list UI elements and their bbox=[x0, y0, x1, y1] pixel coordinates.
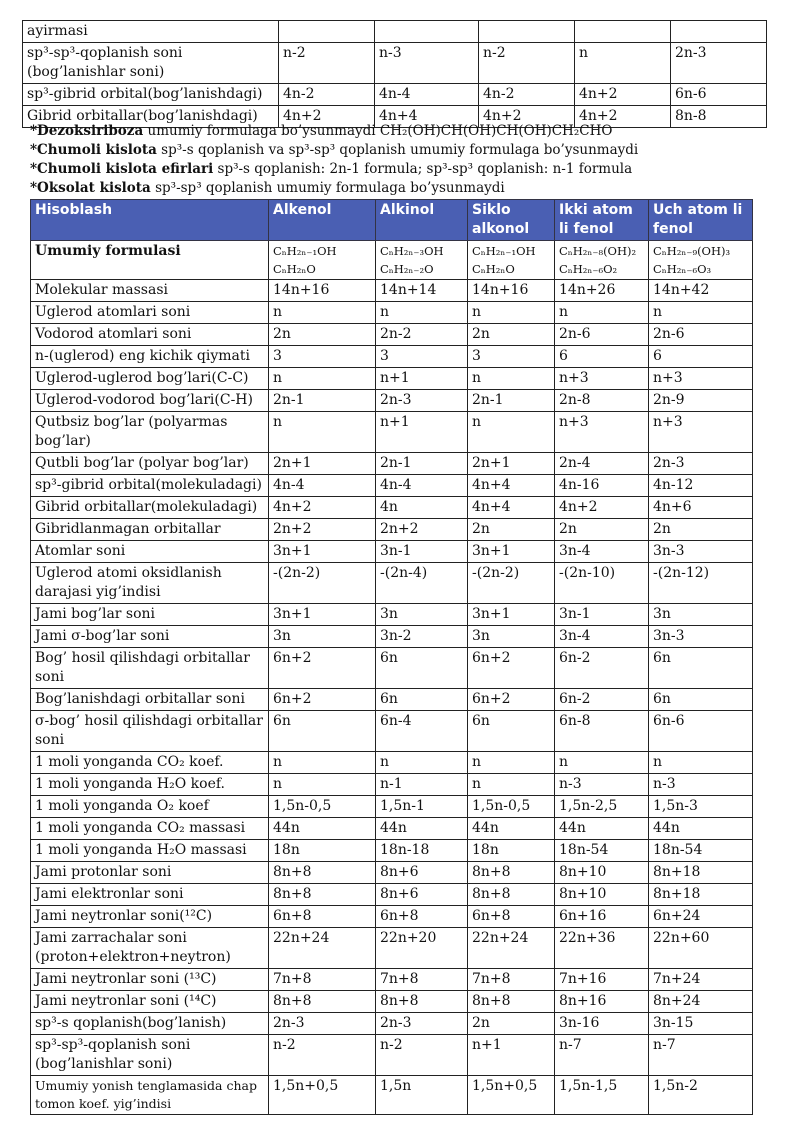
table-cell: 4n+2 bbox=[555, 497, 649, 519]
table-cell: 4n+2 bbox=[575, 106, 671, 128]
row-label: Bog’ hosil qilishdagi orbitallar soni bbox=[31, 648, 269, 689]
row-label: Uglerod-uglerod bog’lari(C-C) bbox=[31, 368, 269, 390]
table-cell: 22n+24 bbox=[269, 928, 376, 969]
table-cell: n bbox=[269, 774, 376, 796]
row-label: n-(uglerod) eng kichik qiymati bbox=[31, 346, 269, 368]
table-cell: n+3 bbox=[555, 412, 649, 453]
table-cell: 3n-3 bbox=[649, 541, 753, 563]
table-cell: 7n+8 bbox=[468, 969, 555, 991]
table-cell: 44n bbox=[649, 818, 753, 840]
table-cell: 14n+42 bbox=[649, 280, 753, 302]
table-row bbox=[31, 752, 753, 774]
table-cell: n-7 bbox=[649, 1035, 753, 1076]
table-cell: 2n-9 bbox=[649, 390, 753, 412]
table-cell: n bbox=[376, 752, 468, 774]
row-label: 1 moli yonganda H₂O koef. bbox=[31, 774, 269, 796]
top-table-row bbox=[23, 21, 767, 43]
table-cell: 6n+2 bbox=[269, 689, 376, 711]
table-cell: 6n-2 bbox=[555, 648, 649, 689]
row-label: Jami protonlar soni bbox=[31, 862, 269, 884]
row-label: Umumiy yonish tenglamasida chap tomon koef. yig’indisi bbox=[31, 1076, 269, 1115]
table-cell: 3 bbox=[468, 346, 555, 368]
table-cell: n-3 bbox=[649, 774, 753, 796]
note-line bbox=[30, 141, 790, 160]
table-cell: 3n bbox=[649, 604, 753, 626]
table-row bbox=[31, 541, 753, 563]
table-cell: 18n-54 bbox=[649, 840, 753, 862]
table-cell: 2n-3 bbox=[376, 1013, 468, 1035]
row-label: Umumiy formulasi bbox=[31, 241, 269, 280]
main-table bbox=[30, 199, 753, 1115]
table-cell: 6n bbox=[376, 689, 468, 711]
formula-text: CₙH₂ₙ₋₁OH bbox=[472, 244, 536, 258]
table-row bbox=[31, 648, 753, 689]
table-cell: 6n-8 bbox=[555, 711, 649, 752]
table-cell: 22n+24 bbox=[468, 928, 555, 969]
table-cell: 8n+8 bbox=[269, 884, 376, 906]
table-cell: 8n+8 bbox=[468, 862, 555, 884]
table-cell: 3n-4 bbox=[555, 626, 649, 648]
table-cell: 1,5n-3 bbox=[649, 796, 753, 818]
table-cell: 6n-2 bbox=[555, 689, 649, 711]
table-cell: 4n-4 bbox=[376, 475, 468, 497]
table-cell: n bbox=[468, 368, 555, 390]
table-cell: 4n+4 bbox=[468, 475, 555, 497]
formula-cell bbox=[555, 241, 649, 280]
table-row bbox=[31, 302, 753, 324]
table-row bbox=[31, 796, 753, 818]
table-cell: 6n+2 bbox=[468, 648, 555, 689]
table-cell: 8n+8 bbox=[468, 991, 555, 1013]
table-row bbox=[31, 689, 753, 711]
row-label: Jami elektronlar soni bbox=[31, 884, 269, 906]
table-row bbox=[31, 453, 753, 475]
column-header: Siklo alkonol bbox=[468, 200, 555, 241]
table-cell: 2n bbox=[269, 324, 376, 346]
formula-cell bbox=[269, 241, 376, 280]
table-row bbox=[31, 840, 753, 862]
table-cell: 18n-18 bbox=[376, 840, 468, 862]
table-cell: 6n+16 bbox=[555, 906, 649, 928]
note-subject: *Chumoli kislota bbox=[30, 142, 157, 158]
table-cell: 3n-3 bbox=[649, 626, 753, 648]
table-row bbox=[31, 368, 753, 390]
row-label: σ-bog’ hosil qilishdagi orbitallar soni bbox=[31, 711, 269, 752]
table-cell: 4n+2 bbox=[479, 106, 575, 128]
table-cell: n-2 bbox=[269, 1035, 376, 1076]
table-cell: 3n bbox=[376, 604, 468, 626]
table-cell: n bbox=[468, 412, 555, 453]
table-cell: 6n-6 bbox=[649, 711, 753, 752]
table-cell: 6n+8 bbox=[468, 906, 555, 928]
note-text: sp³-s qoplanish va sp³-sp³ qoplanish umumiy formulaga bo’ysunmaydi bbox=[156, 142, 639, 158]
table-cell: n-3 bbox=[375, 43, 479, 84]
table-cell: 7n+8 bbox=[376, 969, 468, 991]
table-cell: n+3 bbox=[649, 368, 753, 390]
table-cell: 6n bbox=[376, 648, 468, 689]
table-cell: 3n bbox=[269, 626, 376, 648]
table-cell: 44n bbox=[555, 818, 649, 840]
row-label: Jami σ-bog’lar soni bbox=[31, 626, 269, 648]
table-cell bbox=[479, 21, 575, 43]
table-row bbox=[31, 1076, 753, 1115]
table-row bbox=[31, 563, 753, 604]
note-subject: *Dezoksiriboza bbox=[30, 123, 144, 139]
table-cell: 3n-2 bbox=[376, 626, 468, 648]
row-label: Molekular massasi bbox=[31, 280, 269, 302]
table-cell: 2n-3 bbox=[269, 1013, 376, 1035]
table-cell: 1,5n-1 bbox=[376, 796, 468, 818]
table-cell: n bbox=[376, 302, 468, 324]
table-cell: 2n bbox=[649, 519, 753, 541]
top-table-row bbox=[23, 43, 767, 84]
table-cell: 4n bbox=[376, 497, 468, 519]
note-text: sp³-s qoplanish: 2n-1 formula; sp³-sp³ qoplanish: n-1 formula bbox=[213, 161, 633, 177]
table-cell: n-3 bbox=[555, 774, 649, 796]
table-cell: 3n+1 bbox=[269, 604, 376, 626]
table-cell: n+3 bbox=[649, 412, 753, 453]
note-subject: *Chumoli kislota efirlari bbox=[30, 161, 214, 177]
main-table-header bbox=[31, 200, 753, 241]
table-cell: -(2n-2) bbox=[269, 563, 376, 604]
table-cell: 2n+1 bbox=[269, 453, 376, 475]
row-label: sp³-s qoplanish(bog’lanish) bbox=[31, 1013, 269, 1035]
row-label: Uglerod atomi oksidlanish darajasi yig’indisi bbox=[31, 563, 269, 604]
table-cell: 6n bbox=[649, 689, 753, 711]
row-label: 1 moli yonganda H₂O massasi bbox=[31, 840, 269, 862]
table-cell: 4n-4 bbox=[375, 84, 479, 106]
table-row bbox=[31, 774, 753, 796]
table-row bbox=[31, 626, 753, 648]
table-cell: 4n-12 bbox=[649, 475, 753, 497]
table-row bbox=[31, 862, 753, 884]
table-cell: n bbox=[269, 412, 376, 453]
row-label: Jami bog’lar soni bbox=[31, 604, 269, 626]
table-row bbox=[31, 412, 753, 453]
table-cell: 6n+24 bbox=[649, 906, 753, 928]
table-row bbox=[31, 497, 753, 519]
table-cell: 2n bbox=[468, 1013, 555, 1035]
table-cell: n bbox=[649, 752, 753, 774]
table-cell: 44n bbox=[468, 818, 555, 840]
table-row bbox=[31, 390, 753, 412]
table-cell: 2n bbox=[555, 519, 649, 541]
table-cell bbox=[671, 21, 767, 43]
table-cell: 22n+20 bbox=[376, 928, 468, 969]
table-cell: n bbox=[649, 302, 753, 324]
table-cell: 8n+8 bbox=[269, 862, 376, 884]
table-cell: 2n-3 bbox=[671, 43, 767, 84]
table-cell: 14n+16 bbox=[269, 280, 376, 302]
table-row bbox=[31, 475, 753, 497]
table-cell: 3n bbox=[468, 626, 555, 648]
table-cell: 22n+36 bbox=[555, 928, 649, 969]
table-cell: 18n bbox=[269, 840, 376, 862]
table-cell: 3n+1 bbox=[468, 604, 555, 626]
note-line bbox=[30, 179, 790, 198]
table-cell: 44n bbox=[376, 818, 468, 840]
table-cell: 14n+26 bbox=[555, 280, 649, 302]
table-cell: 18n-54 bbox=[555, 840, 649, 862]
row-label: Jami zarrachalar soni (proton+elektron+neytron) bbox=[31, 928, 269, 969]
table-cell: 22n+60 bbox=[649, 928, 753, 969]
column-header: Ikki atom li fenol bbox=[555, 200, 649, 241]
table-cell: 6n bbox=[649, 648, 753, 689]
formula-text: CₙH₂ₙ₋₈(OH)₂ bbox=[559, 244, 637, 258]
row-label: Uglerod-vodorod bog’lari(C-H) bbox=[31, 390, 269, 412]
row-label: Atomlar soni bbox=[31, 541, 269, 563]
table-cell: 2n+2 bbox=[376, 519, 468, 541]
table-cell: n bbox=[575, 43, 671, 84]
table-cell: 14n+14 bbox=[376, 280, 468, 302]
table-cell: 8n+6 bbox=[376, 862, 468, 884]
table-cell: n bbox=[555, 302, 649, 324]
table-cell: n-2 bbox=[279, 43, 375, 84]
table-cell: 1,5n-2 bbox=[649, 1076, 753, 1115]
table-cell: 2n-1 bbox=[269, 390, 376, 412]
table-cell: 4n+6 bbox=[649, 497, 753, 519]
table-cell: 3n-15 bbox=[649, 1013, 753, 1035]
formula-text: CₙH₂ₙ₋₂O bbox=[380, 262, 434, 276]
table-cell: 4n-2 bbox=[479, 84, 575, 106]
row-label: Uglerod atomlari soni bbox=[31, 302, 269, 324]
table-cell: n+3 bbox=[555, 368, 649, 390]
table-cell bbox=[375, 21, 479, 43]
table-cell: 3 bbox=[269, 346, 376, 368]
note-text: sp³-sp³ qoplanish umumiy formulaga bo’ysunmaydi bbox=[150, 180, 505, 196]
table-cell: n+1 bbox=[376, 412, 468, 453]
table-cell: 2n-3 bbox=[649, 453, 753, 475]
table-cell: 3n+1 bbox=[269, 541, 376, 563]
row-label: Gibrid orbitallar(bog’lanishdagi) bbox=[23, 106, 279, 128]
table-cell: -(2n-4) bbox=[376, 563, 468, 604]
table-cell: 6n+2 bbox=[269, 648, 376, 689]
table-row bbox=[31, 969, 753, 991]
table-cell: 4n+2 bbox=[575, 84, 671, 106]
column-header: Alkinol bbox=[376, 200, 468, 241]
table-cell: n bbox=[269, 752, 376, 774]
table-row bbox=[31, 928, 753, 969]
table-cell: n-2 bbox=[376, 1035, 468, 1076]
table-cell: n bbox=[468, 752, 555, 774]
notes-section bbox=[30, 122, 790, 198]
table-row bbox=[31, 991, 753, 1013]
table-cell: 2n bbox=[468, 519, 555, 541]
table-cell: 6n+2 bbox=[468, 689, 555, 711]
table-cell: 1,5n bbox=[376, 1076, 468, 1115]
table-cell: n+1 bbox=[376, 368, 468, 390]
formula-text: CₙH₂ₙ₋₆O₃ bbox=[653, 262, 712, 276]
column-header: Uch atom li fenol bbox=[649, 200, 753, 241]
table-cell: 6n-4 bbox=[376, 711, 468, 752]
table-row bbox=[31, 604, 753, 626]
table-cell: n-7 bbox=[555, 1035, 649, 1076]
formula-cell bbox=[649, 241, 753, 280]
table-row bbox=[31, 906, 753, 928]
table-cell: 1,5n-2,5 bbox=[555, 796, 649, 818]
top-table bbox=[22, 20, 767, 128]
table-cell: 1,5n-0,5 bbox=[269, 796, 376, 818]
table-cell: 6 bbox=[649, 346, 753, 368]
row-label: Jami neytronlar soni (¹³C) bbox=[31, 969, 269, 991]
table-cell: 18n bbox=[468, 840, 555, 862]
table-cell: 8n+18 bbox=[649, 862, 753, 884]
main-table-body bbox=[31, 241, 753, 1115]
table-cell: 1,5n-1,5 bbox=[555, 1076, 649, 1115]
formula-text: CₙH₂ₙ₋₁OH bbox=[273, 244, 337, 258]
column-header: Alkenol bbox=[269, 200, 376, 241]
table-cell: 8n-8 bbox=[671, 106, 767, 128]
table-cell: n bbox=[468, 302, 555, 324]
table-cell: -(2n-12) bbox=[649, 563, 753, 604]
table-cell: 1,5n-0,5 bbox=[468, 796, 555, 818]
row-label: sp³-sp³-qoplanish soni (bog’lanishlar soni) bbox=[31, 1035, 269, 1076]
table-cell: n+1 bbox=[468, 1035, 555, 1076]
row-label: Vodorod atomlari soni bbox=[31, 324, 269, 346]
note-text: umumiy formulaga bo’ysunmaydi CH₂(OH)CH(OH)CH(OH)CH₂CHO bbox=[143, 123, 613, 139]
table-cell: 6n+8 bbox=[376, 906, 468, 928]
table-cell: 7n+24 bbox=[649, 969, 753, 991]
table-cell: n-2 bbox=[479, 43, 575, 84]
table-cell: 8n+18 bbox=[649, 884, 753, 906]
formula-row bbox=[31, 241, 753, 280]
row-label: 1 moli yonganda O₂ koef bbox=[31, 796, 269, 818]
table-cell: n bbox=[269, 302, 376, 324]
header-row bbox=[31, 200, 753, 241]
table-cell: 2n-4 bbox=[555, 453, 649, 475]
table-cell: 4n-2 bbox=[279, 84, 375, 106]
table-cell: 2n+2 bbox=[269, 519, 376, 541]
table-cell: 3n-1 bbox=[555, 604, 649, 626]
table-cell: n-1 bbox=[376, 774, 468, 796]
table-row bbox=[31, 1013, 753, 1035]
formula-text: CₙH₂ₙ₋₆O₂ bbox=[559, 262, 618, 276]
table-cell: 6n+8 bbox=[269, 906, 376, 928]
row-label: Jami neytronlar soni(¹²C) bbox=[31, 906, 269, 928]
formula-text: CₙH₂ₙO bbox=[472, 262, 515, 276]
table-cell: 8n+10 bbox=[555, 884, 649, 906]
table-cell: 8n+24 bbox=[649, 991, 753, 1013]
table-cell: n bbox=[468, 774, 555, 796]
row-label: 1 moli yonganda CO₂ koef. bbox=[31, 752, 269, 774]
row-label: sp³-gibrid orbital(molekuladagi) bbox=[31, 475, 269, 497]
note-line bbox=[30, 160, 790, 179]
table-row bbox=[31, 1035, 753, 1076]
row-label: Gibridlanmagan orbitallar bbox=[31, 519, 269, 541]
table-cell: 44n bbox=[269, 818, 376, 840]
table-cell: 6n bbox=[269, 711, 376, 752]
table-cell bbox=[575, 21, 671, 43]
table-cell: 3n+1 bbox=[468, 541, 555, 563]
top-table-row bbox=[23, 84, 767, 106]
row-label: Gibrid orbitallar(molekuladagi) bbox=[31, 497, 269, 519]
table-cell: 6 bbox=[555, 346, 649, 368]
formula-cell bbox=[468, 241, 555, 280]
formula-text: CₙH₂ₙ₋₉(OH)₃ bbox=[653, 244, 731, 258]
formula-cell bbox=[376, 241, 468, 280]
row-label: Qutbli bog’lar (polyar bog’lar) bbox=[31, 453, 269, 475]
table-cell: 8n+6 bbox=[376, 884, 468, 906]
table-row bbox=[31, 346, 753, 368]
table-cell: 2n-6 bbox=[649, 324, 753, 346]
table-cell: 2n-6 bbox=[555, 324, 649, 346]
table-cell: 8n+16 bbox=[555, 991, 649, 1013]
table-cell: 4n-4 bbox=[269, 475, 376, 497]
table-cell: 4n+4 bbox=[468, 497, 555, 519]
table-cell: 6n-6 bbox=[671, 84, 767, 106]
row-label: ayirmasi bbox=[23, 21, 279, 43]
table-cell: 3n-4 bbox=[555, 541, 649, 563]
table-cell: 3 bbox=[376, 346, 468, 368]
table-cell: -(2n-2) bbox=[468, 563, 555, 604]
top-table-body bbox=[23, 21, 767, 128]
table-cell: 4n+4 bbox=[375, 106, 479, 128]
table-cell: 7n+16 bbox=[555, 969, 649, 991]
row-label: Bog’lanishdagi orbitallar soni bbox=[31, 689, 269, 711]
column-header: Hisoblash bbox=[31, 200, 269, 241]
row-label: Jami neytronlar soni (¹⁴C) bbox=[31, 991, 269, 1013]
table-cell: 8n+10 bbox=[555, 862, 649, 884]
table-row bbox=[31, 324, 753, 346]
table-cell: 3n-1 bbox=[376, 541, 468, 563]
table-row bbox=[31, 884, 753, 906]
table-cell: 2n-2 bbox=[376, 324, 468, 346]
table-cell: 14n+16 bbox=[468, 280, 555, 302]
formula-text: CₙH₂ₙ₋₃OH bbox=[380, 244, 444, 258]
table-cell bbox=[279, 21, 375, 43]
table-cell: 4n-16 bbox=[555, 475, 649, 497]
table-cell: n bbox=[555, 752, 649, 774]
table-cell: 8n+8 bbox=[376, 991, 468, 1013]
table-cell: 2n-8 bbox=[555, 390, 649, 412]
table-cell: 6n bbox=[468, 711, 555, 752]
table-row bbox=[31, 711, 753, 752]
formula-text: CₙH₂ₙO bbox=[273, 262, 316, 276]
note-line bbox=[30, 122, 790, 141]
table-cell: 8n+8 bbox=[468, 884, 555, 906]
row-label: sp³-gibrid orbital(bog’lanishdagi) bbox=[23, 84, 279, 106]
row-label: 1 moli yonganda CO₂ massasi bbox=[31, 818, 269, 840]
table-cell: 2n-1 bbox=[468, 390, 555, 412]
table-row bbox=[31, 280, 753, 302]
table-cell: -(2n-10) bbox=[555, 563, 649, 604]
row-label: sp³-sp³-qoplanish soni (bog’lanishlar soni) bbox=[23, 43, 279, 84]
table-cell: 4n+2 bbox=[279, 106, 375, 128]
table-cell: 2n-1 bbox=[376, 453, 468, 475]
table-cell: 1,5n+0,5 bbox=[269, 1076, 376, 1115]
table-cell: 1,5n+0,5 bbox=[468, 1076, 555, 1115]
table-cell: n bbox=[269, 368, 376, 390]
table-row bbox=[31, 519, 753, 541]
table-cell: 4n+2 bbox=[269, 497, 376, 519]
table-row bbox=[31, 818, 753, 840]
row-label: Qutbsiz bog’lar (polyarmas bog’lar) bbox=[31, 412, 269, 453]
table-cell: 7n+8 bbox=[269, 969, 376, 991]
table-cell: 3n-16 bbox=[555, 1013, 649, 1035]
table-cell: 8n+8 bbox=[269, 991, 376, 1013]
table-cell: 2n+1 bbox=[468, 453, 555, 475]
note-subject: *Oksolat kislota bbox=[30, 180, 151, 196]
table-cell: 2n-3 bbox=[376, 390, 468, 412]
table-cell: 2n bbox=[468, 324, 555, 346]
